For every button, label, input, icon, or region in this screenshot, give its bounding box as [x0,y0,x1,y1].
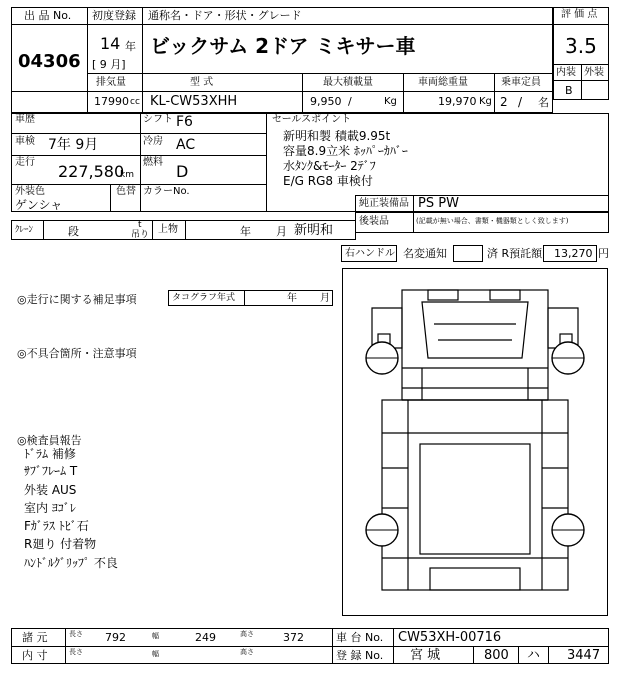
deposit-value: 13,270 [554,247,593,260]
sales-points-label: セールスポイント [272,114,352,125]
reg-month: [ 9 月] [92,58,126,71]
retrofit-label: 後装品 [359,216,389,227]
history-label: 車歴 [15,114,35,125]
crane-label: ｸﾚｰﾝ [15,225,34,235]
body-year: 年 [240,225,251,238]
inspector-line: 外装 AUS [24,483,77,497]
notice-box [453,245,483,262]
displacement-header: 排気量 [96,77,126,88]
defect-label: ◎不具合箇所・注意事項 [17,347,137,360]
notice-label: 名変通知 [403,247,447,260]
width-value: 249 [195,631,216,644]
inspector-line: 室内 ﾖｺﾞﾚ [24,501,76,515]
score: 3.5 [565,34,597,58]
capacity-header: 乗車定員 [501,77,541,88]
shift-label: シフト [143,114,173,125]
sales-point-line: E/G RG8 車検付 [283,174,373,188]
fuel-value: D [176,162,189,181]
interior-width-label: 幅 [152,650,159,658]
exterior-label: 外装 [584,67,604,78]
color-value: ゲンシャ [15,198,63,212]
retrofit-note: (記載が無い場合、書類・機器類としく致します) [416,217,569,225]
chassis-label: 車 台 No. [336,631,384,644]
first-reg-label: 初度登録 [92,9,136,22]
inspection-value: 7年 9月 [48,137,99,153]
sales-point-line: 新明和製 積載9.95t [283,129,391,143]
displacement: 17990 [94,95,129,108]
max-load-header: 最大積載量 [323,77,373,88]
width-label: 幅 [152,632,159,640]
running-notes-label: ◎走行に関する補足事項 [17,293,137,306]
reg-label: 登 録 No. [336,649,384,662]
body-maker: 新明和 [294,223,334,238]
max-load: 9,950 [310,95,342,108]
model-label: 通称名・ドア・形状・グレード [148,9,302,22]
sales-point-line: 容量8.9立米 ﾎｯﾊﾟｰｶﾊﾞｰ [283,144,408,158]
grade-label: 評 価 点 [561,9,598,20]
max-load-unit: Kg [384,96,397,107]
max-load-slash: / [348,95,352,108]
color-change-label: 色替 [116,186,136,197]
inspector-line: Fｶﾞﾗｽ ﾄﾋﾞ石 [24,519,89,533]
color-no-label: カラーNo. [143,186,190,197]
shift-value: F6 [176,114,193,130]
length-label: 長さ [69,630,83,638]
cooling-label: 冷房 [143,136,163,147]
cooling-value: AC [176,137,196,153]
type-header: 型 式 [190,77,214,88]
model-type: KL-CW53XHH [150,94,238,109]
fuel-label: 燃料 [143,157,163,168]
cargo-body [382,400,568,590]
height-label: 高さ [240,630,254,638]
equipment-label: 純正装備品 [359,198,409,209]
interior-length-label: 長さ [69,648,83,656]
capacity-unit: 名 [538,96,549,109]
crane-hoist: 吊り [131,230,150,240]
inspector-line: ﾄﾞﾗﾑ 補修 [24,447,76,461]
height-value: 372 [283,631,304,644]
reg-number: 3447 [567,648,601,663]
inspector-line: R廻り 付着物 [24,537,97,551]
reg-kana: ハ [527,648,541,663]
lot-label: 出 品 No. [24,9,72,22]
interior-dims-label: 内 寸 [22,649,48,662]
body-label: 上物 [158,224,178,235]
interior-grade: B [565,84,573,97]
lot-number: 04306 [18,51,81,72]
body-month: 月 [276,225,287,238]
reg-class: 800 [484,648,509,663]
interior-height-label: 高さ [240,648,254,656]
gross-weight: 19,970 [438,95,477,108]
cab-outline [402,290,548,400]
color-label: 外装色 [15,186,45,197]
interior-label: 内装 [556,67,576,78]
displacement-unit: cc [130,97,140,107]
crane-stage: 段 [68,225,79,238]
deposit-yen: 円 [598,247,609,260]
tax-label: 済 R預託額 [487,247,543,260]
capacity-slash: / [518,95,523,109]
inspector-line: ﾊﾝﾄﾞﾙｸﾞﾘｯﾌﾟ 不良 [24,556,118,570]
mileage-unit: km [120,170,134,180]
tacho-month: 月 [320,293,330,304]
gross-weight-header: 車両総重量 [418,77,468,88]
steering-value: 右ハンドル [345,248,395,259]
mileage-label: 走行 [15,157,35,168]
mileage-value: 227,580 [58,162,125,181]
dims-label: 諸 元 [22,631,48,644]
inspector-label: ◎検査員報告 [17,434,82,447]
equipment-value: PS PW [418,196,459,211]
reg-year: 14 [100,34,121,53]
truck-diagram [342,268,608,616]
model-name: ビックサム 2ドア ミキサー車 [150,34,416,58]
reg-year-unit: 年 [125,40,136,53]
tacho-year: 年 [287,293,297,304]
reg-area: 宮 城 [410,648,441,663]
length-value: 792 [105,631,126,644]
crane-hoist-unit: t [138,220,142,230]
chassis-value: CW53XH-00716 [398,630,502,645]
sales-point-line: 水ﾀﾝｸ&ﾓｰﾀｰ 2ﾃﾞﾌ [283,159,376,173]
inspector-line: ｻﾌﾞﾌﾚｰﾑ T [24,464,78,478]
tacho-label: タコグラフ年式 [172,293,236,303]
gross-weight-unit: Kg [479,96,492,107]
inspection-label: 車検 [15,136,35,147]
capacity: 2 [500,95,508,109]
windshield [422,302,528,358]
